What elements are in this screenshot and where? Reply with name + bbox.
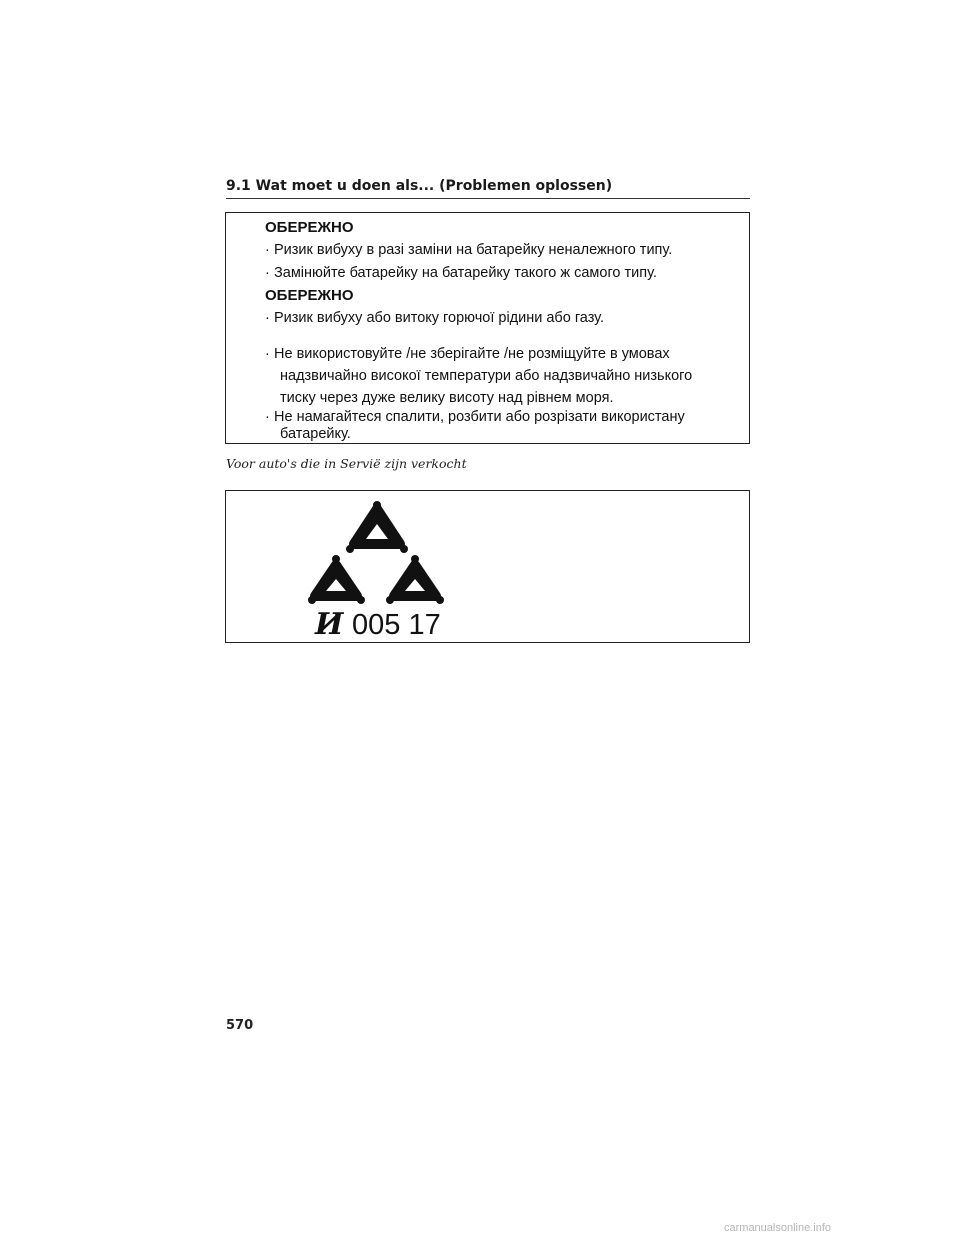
warning-bullet-4: · Не використовуйте /не зберігайте /не розміщуйте в умовах [265, 346, 670, 362]
bullet-dot: · [265, 242, 270, 258]
warning-bullet-3: · Ризик вибуху або витоку горючої рідини або газу. [265, 310, 605, 326]
bullet-dot: · [265, 265, 270, 281]
certification-box [225, 490, 750, 643]
bullet-dot: · [265, 310, 270, 326]
certification-letter: И [315, 607, 344, 642]
warning-bullet-5: · Не намагайтеся спалити, розбити або розрізати використану [265, 409, 685, 425]
certification-number: 005 17 [352, 609, 441, 641]
section-header: 9.1 Wat moet u doen als... (Problemen oplossen) [226, 178, 750, 199]
warning-bullet-4-line-3: тиску через дуже велику висоту над рівнем моря. [280, 390, 614, 406]
battery-warning-box [225, 212, 750, 444]
warning-bullet-5-line-2: батарейку. [280, 426, 351, 442]
triangle-certification-icon [306, 499, 446, 604]
watermark: carmanualsonline.info [724, 1222, 832, 1234]
warning-bullet-4-line-2: надзвичайно високої температури або надзвичайно низького [280, 368, 693, 384]
warning-bullet-1: · Ризик вибуху в разі заміни на батарейку неналежного типу. [265, 242, 673, 258]
caption-serbia: Voor auto's die in Servië zijn verkocht [226, 456, 467, 471]
warning-title-2: ОБЕРЕЖНО [265, 287, 354, 304]
page-number: 570 [226, 1018, 254, 1033]
warning-bullet-2: · Замінюйте батарейку на батарейку такого ж самого типу. [265, 265, 657, 281]
bullet-dot: · [265, 346, 270, 362]
warning-title-1: ОБЕРЕЖНО [265, 219, 354, 236]
bullet-dot: · [265, 409, 270, 425]
